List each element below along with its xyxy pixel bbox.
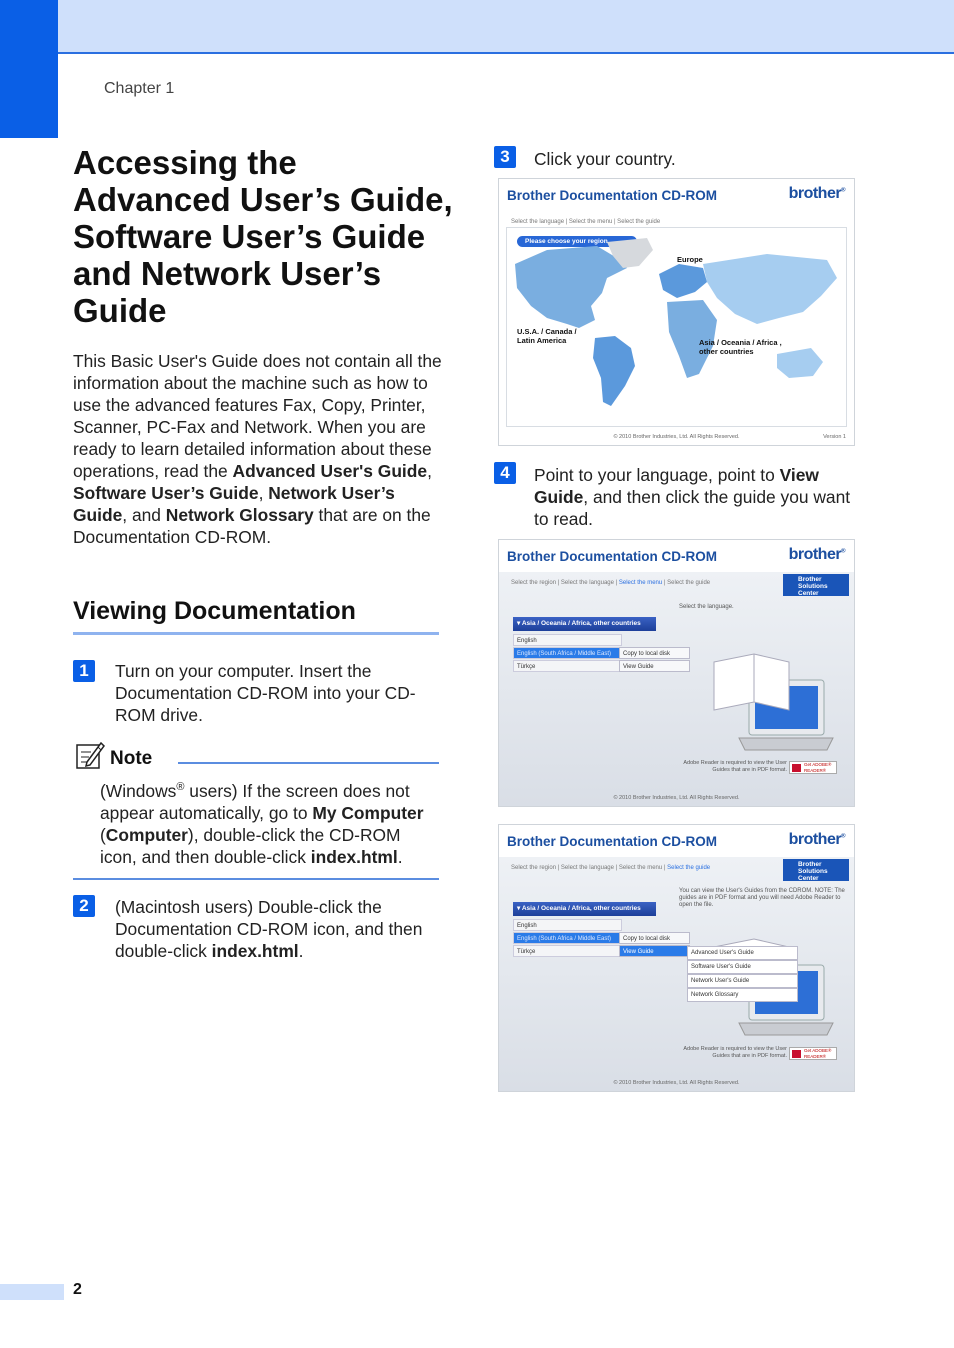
south-america-shape[interactable] <box>593 336 635 406</box>
adobe-reader-note: Adobe Reader is required to view the User Guides that are in PDF format. <box>683 760 787 773</box>
step-number-1: 1 <box>73 660 95 682</box>
americas-label[interactable]: U.S.A. / Canada / Latin America <box>517 327 577 345</box>
screenshot-language-select <box>498 539 855 807</box>
header-band <box>0 0 954 54</box>
language-turkish[interactable]: Türkçe <box>513 660 622 672</box>
get-adobe-reader-badge[interactable]: Get ADOBE® READER® <box>789 1047 837 1060</box>
note-text-part: users) If the screen does not appear automatically, go to <box>100 780 410 823</box>
intro-bold: Software User’s Guide <box>73 483 259 503</box>
copyright: © 2010 Brother Industries, Ltd. All Rights Reserved. <box>613 434 740 440</box>
step-1-text: Turn on your computer. Insert the Documentation CD-ROM into your CD-ROM drive. <box>115 661 416 725</box>
europe-label[interactable]: Europe <box>677 255 703 264</box>
asia-shape[interactable] <box>703 254 837 324</box>
intro-bold: Advanced User's Guide <box>232 461 428 481</box>
copyright: © 2010 Brother Industries, Ltd. All Rights Reserved. <box>613 1080 740 1086</box>
guide-network-glossary[interactable]: Network Glossary <box>687 988 798 1002</box>
note-text <box>100 776 442 868</box>
step-number-3: 3 <box>494 146 516 168</box>
intro-bold: Network Glossary <box>165 505 314 525</box>
language-turkish[interactable]: Türkçe <box>513 945 622 957</box>
breadcrumb[interactable] <box>511 865 710 871</box>
asia-label[interactable]: Asia / Oceania / Africa , other countries <box>699 338 782 356</box>
intro-paragraph <box>73 350 443 548</box>
cdrom-title: Brother Documentation CD-ROM <box>507 834 717 849</box>
step-2-bold: index.html <box>211 941 299 961</box>
europe-shape[interactable] <box>659 264 707 298</box>
step-4-text-part: Point to your language, point to <box>534 465 780 485</box>
region-map-frame <box>506 227 847 427</box>
step-2-text <box>115 896 445 962</box>
note-rule <box>178 762 439 764</box>
brand-mark: ® <box>841 548 845 555</box>
breadcrumb-active[interactable]: Select the menu <box>618 580 663 586</box>
step-4-text <box>534 464 854 530</box>
step-2-text-part: (Macintosh users) Double-click the Documentation CD-ROM icon, and then double-click <box>115 897 423 961</box>
breadcrumb-part[interactable]: | Select the guide <box>662 580 711 586</box>
registered-mark: ® <box>176 781 185 793</box>
intro-text: , <box>427 461 432 481</box>
language-english-sa[interactable]: English (South Africa / Middle East) <box>513 932 622 944</box>
page-number-bar <box>0 1284 64 1300</box>
note-title: Note <box>110 748 153 769</box>
guide-network[interactable]: Network User's Guide <box>687 974 798 988</box>
intro-text: This Basic User's Guide does not contain all the information about the machine such as how to use the advanced features Fax, Copy, Printer, Scanner, PC-Fax and Network. When you are ready to learn detailed information about these operations, read the <box>73 351 442 481</box>
note-bold: Computer <box>105 824 188 845</box>
guide-advanced[interactable]: Advanced User's Guide <box>687 946 798 960</box>
brand-text: brother <box>788 546 842 563</box>
adobe-reader-note: Adobe Reader is required to view the User Guides that are in PDF format. <box>683 1046 787 1059</box>
chapter-label: Chapter 1 <box>104 80 175 97</box>
intro-text: , <box>258 483 269 503</box>
note-text-part: . <box>397 846 403 867</box>
page-number: 2 <box>73 1281 82 1298</box>
instruction-text: Select the language. <box>679 604 734 610</box>
brother-logo <box>789 185 845 203</box>
solutions-center-badge[interactable]: Brother Solutions Center <box>783 574 849 596</box>
intro-text: that are on the Documentation CD-ROM. <box>73 505 431 547</box>
step-number-2: 2 <box>73 895 95 917</box>
step-4-text-part: , and then click the guide you want to read. <box>534 487 851 529</box>
intro-bold: Network User’s Guide <box>73 483 395 525</box>
note-bold: index.html <box>310 846 398 867</box>
language-english-sa[interactable]: English (South Africa / Middle East) <box>513 647 622 659</box>
screenshot-guide-select <box>498 824 855 1092</box>
note-text-part: ), double-click the CD-ROM icon, and then double-click <box>100 824 401 867</box>
view-guide[interactable]: View Guide <box>619 945 690 957</box>
brand-text: brother <box>788 831 842 848</box>
breadcrumb[interactable]: Select the language | Select the menu | Select the guide <box>511 219 661 225</box>
copy-to-local-disk[interactable]: Copy to local disk <box>619 932 690 944</box>
screenshot-region-select <box>498 178 855 446</box>
version-label: Version 1 <box>823 434 846 440</box>
north-america-shape[interactable] <box>515 246 627 328</box>
chapter-tab-block <box>0 0 58 138</box>
copyright: © 2010 Brother Industries, Ltd. All Rights Reserved. <box>613 795 740 801</box>
instruction-text: You can view the User's Guides from the CDROM. NOTE: The guides are in PDF format and you will need Adobe Reader to open the file. <box>679 888 845 908</box>
intro-text: , and <box>122 505 166 525</box>
guide-software[interactable]: Software User's Guide <box>687 960 798 974</box>
brand-mark: ® <box>841 833 845 840</box>
brand-mark: ® <box>841 187 845 194</box>
solutions-center-badge[interactable]: Brother Solutions Center <box>783 859 849 881</box>
section-heading: Viewing Documentation <box>73 597 439 635</box>
step-4-bold: View Guide <box>534 465 819 507</box>
language-english[interactable]: English <box>513 919 622 931</box>
brother-logo <box>789 831 845 849</box>
cdrom-title: Brother Documentation CD-ROM <box>507 188 717 203</box>
step-number-4: 4 <box>494 462 516 484</box>
note-pencil-icon <box>75 740 105 770</box>
brand-text: brother <box>788 185 842 202</box>
get-adobe-reader-badge[interactable]: Get ADOBE® READER® <box>789 761 837 774</box>
cdrom-title: Brother Documentation CD-ROM <box>507 549 717 564</box>
breadcrumb-part[interactable]: Select the region | Select the language | <box>511 580 619 586</box>
language-english[interactable]: English <box>513 634 622 646</box>
region-menu-header[interactable]: ▾ Asia / Oceania / Africa, other countries <box>513 902 656 916</box>
page-title: Accessing the Advanced User’s Guide, Software User’s Guide and Network User’s Guide <box>73 144 453 329</box>
view-guide[interactable]: View Guide <box>619 660 690 672</box>
step-3-text: Click your country. <box>534 149 676 169</box>
brother-logo <box>789 546 845 564</box>
copy-to-local-disk[interactable]: Copy to local disk <box>619 647 690 659</box>
note-text-part: (Windows <box>100 780 177 801</box>
note-box <box>73 738 439 880</box>
region-pill: Please choose your region <box>517 236 637 247</box>
step-2-text-part: . <box>298 941 304 961</box>
laptop-book-illustration <box>709 650 834 755</box>
breadcrumb-part[interactable]: Select the region | Select the language | Select the menu | <box>511 865 668 871</box>
breadcrumb[interactable] <box>511 580 710 586</box>
note-bold: My Computer <box>312 802 424 823</box>
region-menu-header[interactable]: ▾ Asia / Oceania / Africa, other countries <box>513 617 656 631</box>
note-text-part: ( <box>100 824 106 845</box>
breadcrumb-active[interactable]: Select the guide <box>667 865 711 871</box>
